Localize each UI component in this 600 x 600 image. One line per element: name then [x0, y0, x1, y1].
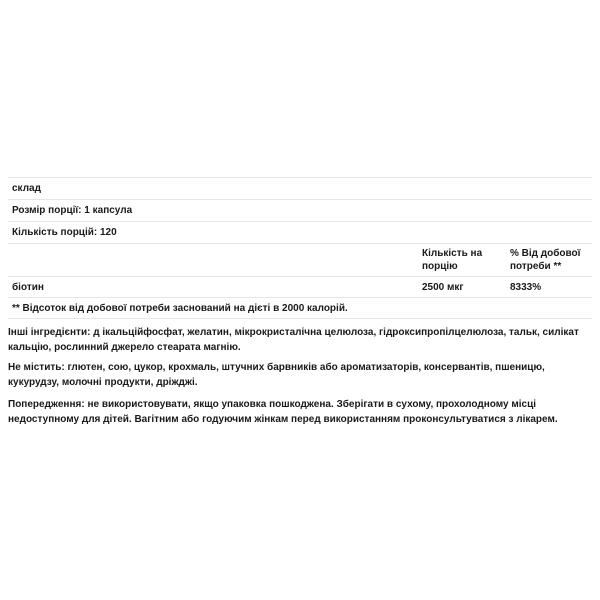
- servings-per-container: Кількість порцій: 120: [12, 227, 117, 238]
- free-from: Не містить: глютен, сою, цукор, крохмаль, штучних барвників або ароматизаторів, консервантів, пшеницю, кукурудзу, молочні продукти, дріжджі.: [8, 362, 545, 388]
- amount-header: Кількість на порцію: [422, 248, 483, 272]
- table-header-row: [8, 243, 592, 276]
- servings-per-container-row: [8, 221, 592, 243]
- supplement-facts-table: [8, 177, 592, 319]
- warning: Попередження: не використовувати, якщо упаковка пошкоджена. Зберігати в сухому, прохолодному місці недоступному для дітей. Вагітним або годуючим жінкам перед використанням проконсультуватися з лікарем.: [8, 399, 558, 425]
- composition-title: склад: [12, 183, 41, 194]
- table-row: [8, 276, 592, 297]
- footnote-row: [8, 297, 592, 319]
- nutrient-amount: 2500 мкг: [422, 281, 464, 293]
- footnote: ** Відсоток від добової потреби заснований на дієті в 2000 калорій.: [12, 302, 348, 314]
- daily-value-header: % Від добової потреби **: [510, 248, 581, 272]
- serving-size-row: [8, 199, 592, 221]
- nutrient-name: біотин: [12, 281, 44, 293]
- other-ingredients: Інші інгредієнти: д ікальційфосфат, желатин, мікрокристалічна целюлоза, гідроксипропілцелюлоза, тальк, силікат кальцію, рослинний джерело стеарата магнію.: [8, 327, 579, 353]
- composition-title-row: [8, 177, 592, 199]
- nutrient-daily-value: 8333%: [510, 281, 542, 293]
- serving-size: Розмір порції: 1 капсула: [12, 205, 133, 216]
